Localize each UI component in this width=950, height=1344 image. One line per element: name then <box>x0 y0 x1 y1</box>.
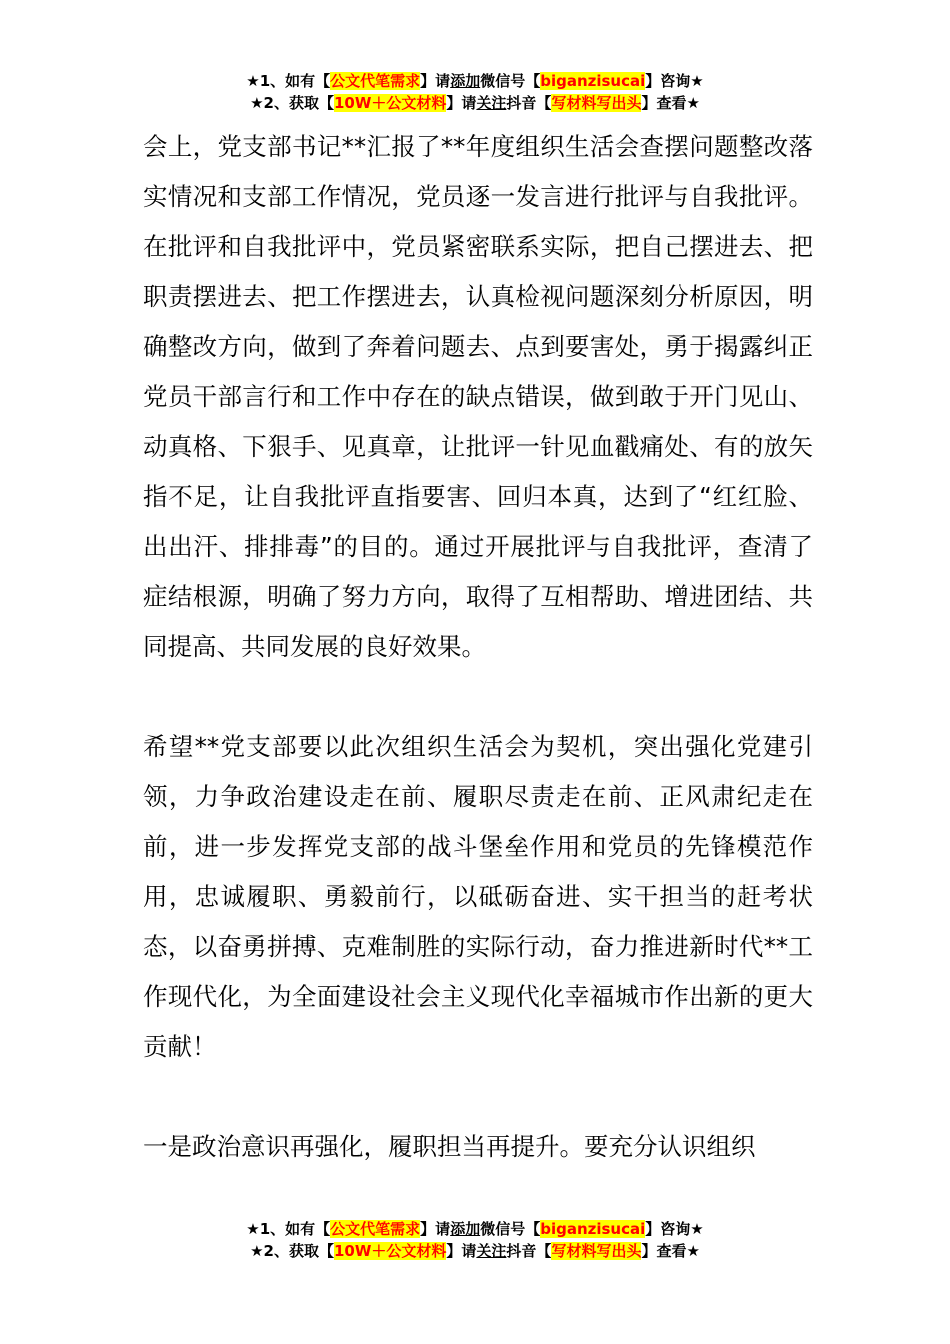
banner-line-2 <box>0 92 950 114</box>
banner-text: ★2、获取【 <box>250 1242 334 1260</box>
banner-underlined: 添加 <box>450 72 481 90</box>
banner-text: 】请 <box>420 72 451 90</box>
banner-underlined: 关注 <box>476 1242 507 1260</box>
banner-line-2 <box>0 1240 950 1262</box>
banner-text: 】请 <box>446 94 477 112</box>
paragraph-spacer <box>143 1072 813 1122</box>
banner-line-1 <box>0 70 950 92</box>
banner-highlight: 公文代笔需求 <box>330 72 421 90</box>
header-banner <box>0 70 950 114</box>
document-body <box>143 122 813 1172</box>
banner-text: 微信号【 <box>480 72 541 90</box>
banner-line-1 <box>0 1218 950 1240</box>
paragraph-expectations: 希望**党支部要以此次组织生活会为契机，突出强化党建引领，力争政治建设走在前、履职尽责走在前、正风肃纪走在前，进一步发挥党支部的战斗堡垒作用和党员的先锋模范作用，忠诚履职、勇毅前行，以砥砺奋进、实干担当的赶考状态，以奋勇拼搏、克难制胜的实际行动，奋力推进新时代**工作现代化，为全面建设社会主义现代化幸福城市作出新的更大贡献！ <box>143 732 813 1061</box>
banner-text: 】咨询★ <box>645 72 704 90</box>
banner-text: ★1、如有【 <box>246 72 331 90</box>
banner-text: 】请 <box>420 1220 451 1238</box>
banner-text: 抖音【 <box>506 1242 552 1260</box>
banner-highlight: 公文代笔需求 <box>330 1220 421 1238</box>
banner-underlined: 关注 <box>476 94 507 112</box>
banner-highlight: 10W＋公文材料 <box>333 1242 447 1260</box>
banner-text: 】咨询★ <box>645 1220 704 1238</box>
banner-text: 】查看★ <box>641 94 700 112</box>
banner-highlight: 10W＋公文材料 <box>333 94 447 112</box>
banner-text: 】查看★ <box>641 1242 700 1260</box>
paragraph-meeting-summary: 会上，党支部书记**汇报了**年度组织生活会查摆问题整改落实情况和支部工作情况，党员逐一发言进行批评与自我批评。在批评和自我批评中，党员紧密联系实际，把自己摆进去、把职责摆进去、把工作摆进去，认真检视问题深刻分析原因，明确整改方向，做到了奔着问题去、点到要害处，勇于揭露纠正党员干部言行和工作中存在的缺点错误，做到敢于开门见山、动真格、下狠手、见真章，让批评一针见血戳痛处、有的放矢指不足，让自我批评直指要害、回归本真，达到了“红红脸、出出汗、排排毒”的目的。通过开展批评与自我批评，查清了症结根源，明确了努力方向，取得了互相帮助、增进团结、共同提高、共同发展的良好效果。 <box>143 132 813 661</box>
banner-text: 微信号【 <box>480 1220 541 1238</box>
banner-text: ★1、如有【 <box>246 1220 331 1238</box>
paragraph-point-one: 一是政治意识再强化，履职担当再提升。要充分认识组织 <box>143 1132 756 1161</box>
banner-underlined: 添加 <box>450 1220 481 1238</box>
paragraph-spacer <box>143 672 813 722</box>
banner-text: ★2、获取【 <box>250 94 334 112</box>
banner-text: 】请 <box>446 1242 477 1260</box>
banner-highlight: biganzisucai <box>540 1220 646 1238</box>
footer-banner <box>0 1218 950 1262</box>
banner-highlight: 写材料写出头 <box>551 94 642 112</box>
banner-highlight: biganzisucai <box>540 72 646 90</box>
banner-text: 抖音【 <box>506 94 552 112</box>
banner-highlight: 写材料写出头 <box>551 1242 642 1260</box>
